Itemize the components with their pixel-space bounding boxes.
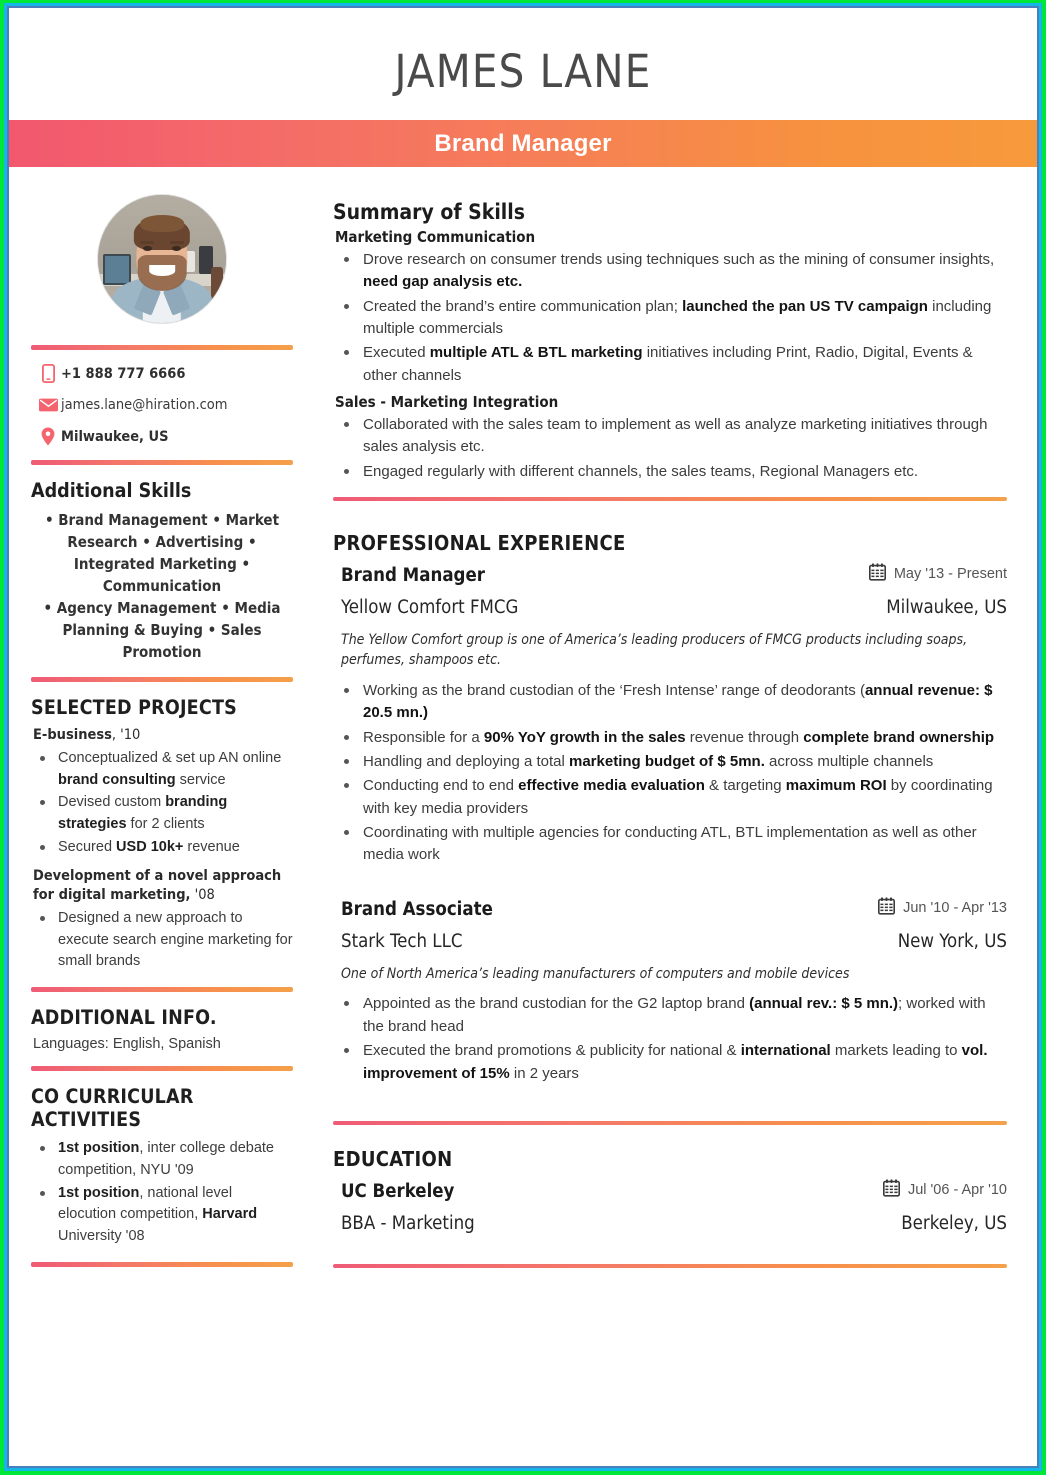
experience-bullet [333, 822, 1007, 867]
contact-phone[interactable] [35, 364, 293, 383]
experience-bullet [333, 727, 1007, 749]
experience-bullet-seg-0: Responsible for a [363, 728, 484, 746]
project-title-year: , '10 [111, 727, 141, 744]
experience-bullet-seg-0: Working as the brand custodian of the ‘Fresh Intense’ range of deodorants ( [363, 681, 865, 699]
experience-entry-header [333, 563, 1007, 586]
co-curricular-bullet-seg-2: Harvard [202, 1206, 258, 1223]
project-bullet-list [31, 748, 293, 859]
experience-date-text: Jun '10 - Apr '13 [903, 899, 1007, 916]
co-curricular-bullet-seg-0: 1st position [58, 1140, 140, 1157]
co-curricular-bullet [31, 1138, 293, 1182]
summary-bullet [333, 249, 1007, 294]
experience-bullet-seg-2: & targeting [704, 777, 786, 795]
project-bullet-seg-0: Secured [58, 838, 117, 855]
experience-bullet-list [333, 680, 1007, 867]
experience-entry-org-row [333, 931, 1007, 952]
summary-bullet-seg-0: Drove research on consumer trends using techniques such as the mining of consumer insights, [363, 251, 995, 268]
experience-entry [333, 563, 1007, 867]
education-entry-degree-row [333, 1213, 1007, 1234]
experience-bullet-seg-1: international [740, 1042, 831, 1060]
section-summary-of-skills [333, 200, 1007, 483]
experience-bullet-seg-3: maximum ROI [785, 777, 887, 795]
experience-bullet-seg-2: revenue through [685, 728, 804, 746]
summary-bullet-seg-0: Created the brand’s entire communication plan; [363, 297, 683, 315]
education-degree: BBA - Marketing [341, 1212, 475, 1234]
summary-bullet [333, 414, 1007, 459]
project-title-year: '08 [190, 887, 215, 904]
email-icon [35, 398, 61, 412]
summary-bullet [333, 342, 1007, 387]
additional-skills-line-2: • Agency Management • Media Planning & Buying • Sales Promotion [43, 599, 281, 662]
project-bullet-seg-1: USD 10k+ [116, 838, 184, 855]
education-date [883, 1179, 1007, 1201]
project-title [33, 867, 293, 906]
co-curricular-bullet-seg-3: University '08 [58, 1228, 145, 1245]
summary-heading: Summary of Skills [333, 200, 525, 224]
summary-bullet-seg-2: initiatives including Print, Radio, Digital, Events & other channels [363, 344, 973, 384]
experience-entries [333, 563, 1007, 1085]
section-co-curricular [31, 1085, 293, 1248]
project-bullet-seg-2: revenue [183, 838, 240, 855]
contact-list [35, 364, 293, 446]
experience-bullet-seg-1: (annual rev.: $ 5 mn.) [749, 995, 899, 1013]
calendar-icon [869, 563, 886, 585]
contact-email[interactable] [35, 397, 293, 413]
experience-date-text: May '13 - Present [893, 566, 1007, 583]
contact-email-value: james.lane@hiration.com [61, 397, 228, 413]
experience-organization: Stark Tech LLC [341, 930, 463, 952]
experience-bullet-seg-1: 90% YoY growth in the sales [483, 728, 686, 746]
co-curricular-bullet-seg-1: , inter college debate competition, NYU '09 [58, 1140, 274, 1178]
experience-heading: PROFESSIONAL EXPERIENCE [333, 531, 626, 556]
summary-bullet-seg-2: including multiple commercials [363, 297, 992, 338]
summary-bullet [333, 296, 1007, 341]
selected-projects-heading: SELECTED PROJECTS [31, 696, 237, 720]
experience-bullet-list [333, 993, 1007, 1084]
divider-sidebar-bottom [31, 1262, 293, 1267]
summary-bullet-seg-0: Engaged regularly with different channels, the sales teams, Regional Managers etc. [363, 462, 919, 480]
additional-info-languages: Languages: English, Spanish [33, 1036, 221, 1053]
divider-above-experience [333, 497, 1007, 501]
education-location: Berkeley, US [901, 1212, 1007, 1234]
section-additional-info [31, 1006, 293, 1052]
project-bullet-seg-1: branding strategies [58, 794, 228, 833]
experience-bullet-seg-1: marketing budget of $ 5mn. [569, 752, 765, 770]
summary-bullet-seg-0: Collaborated with the sales team to implement as well as analyze marketing initiatives through sales analysis etc. [363, 416, 988, 456]
calendar-icon [883, 1179, 900, 1201]
project-bullet [31, 837, 293, 859]
summary-bullet-seg-0: Executed [363, 344, 430, 362]
main-column [315, 167, 1037, 1282]
experience-bullet-seg-2: markets leading to [830, 1042, 962, 1060]
summary-bullet-seg-1: launched the pan US TV campaign [682, 297, 928, 315]
project-bullet-seg-1: brand consulting [58, 771, 176, 788]
experience-entry-header [333, 897, 1007, 920]
project-bullet [31, 792, 293, 836]
additional-info-heading: ADDITIONAL INFO. [31, 1006, 217, 1030]
experience-bullet [333, 751, 1007, 773]
section-education [333, 1147, 1007, 1234]
contact-location-value: Milwaukee, US [61, 428, 169, 445]
education-school: UC Berkeley [341, 1180, 455, 1202]
divider-above-contact [31, 345, 293, 350]
project-title [33, 726, 293, 746]
experience-role: Brand Manager [341, 565, 485, 587]
education-heading: EDUCATION [333, 1146, 453, 1171]
education-entry [333, 1179, 1007, 1234]
divider-above-selected-projects [31, 677, 293, 682]
education-entries [333, 1179, 1007, 1234]
contact-location[interactable] [35, 427, 293, 446]
section-professional-experience [333, 531, 1007, 1085]
experience-bullet-seg-0: Executed the brand promotions & publicity for national & [363, 1042, 741, 1060]
experience-bullet-seg-0: Coordinating with multiple agencies for conducting ATL, BTL implementation as well as other media work [363, 823, 977, 864]
divider-main-bottom [333, 1264, 1007, 1268]
candidate-name: JAMES LANE [394, 45, 652, 98]
experience-bullet-seg-2: ; worked with the brand head [363, 995, 986, 1035]
summary-groups [333, 228, 1007, 483]
experience-bullet [333, 680, 1007, 725]
experience-bullet-seg-0: Conducting end to end [363, 777, 519, 795]
experience-bullet-seg-4: by coordinating with key media providers [363, 777, 993, 817]
experience-date [869, 563, 1007, 585]
experience-bullet [333, 775, 1007, 820]
experience-description: One of North America’s leading manufacturers of computers and mobile devices [341, 965, 850, 982]
project-title-name: Development of a novel approach for digital marketing, [33, 867, 282, 904]
summary-bullet-seg-1: need gap analysis etc. [363, 273, 523, 291]
divider-above-additional-skills [31, 460, 293, 465]
outer-border-cyan [4, 3, 1042, 1471]
co-curricular-bullet-seg-1: , national level elocution competition, [58, 1184, 233, 1223]
project-bullet-seg-0: Devised custom [58, 794, 166, 811]
experience-organization: Yellow Comfort FMCG [341, 597, 519, 619]
project-bullet-seg-0: Conceptualized & set up AN online [58, 749, 282, 766]
project-title-name: E-business [33, 727, 112, 744]
experience-entry [333, 897, 1007, 1085]
experience-role: Brand Associate [341, 898, 493, 920]
experience-bullet-seg-4: in 2 years [509, 1064, 579, 1082]
summary-bullet-list [333, 249, 1007, 387]
co-curricular-bullet [31, 1183, 293, 1248]
summary-bullet-seg-1: multiple ATL & BTL marketing [429, 344, 643, 362]
experience-bullet [333, 1040, 1007, 1085]
summary-bullet-list [333, 414, 1007, 483]
project-bullet-seg-2: service [175, 771, 226, 788]
education-date-text: Jul '06 - Apr '10 [907, 1181, 1007, 1198]
co-curricular-heading: CO CURRICULAR ACTIVITIES [31, 1085, 194, 1132]
summary-bullet [333, 461, 1007, 483]
location-icon [35, 427, 61, 446]
divider-above-additional-info [31, 987, 293, 992]
project-bullet-seg-2: for 2 clients [126, 816, 205, 833]
candidate-job-title: Brand Manager [434, 129, 612, 157]
project-bullet [31, 908, 293, 973]
selected-projects-list [31, 726, 293, 973]
summary-subheading: Sales - Marketing Integration [335, 393, 559, 412]
experience-entry-org-row [333, 597, 1007, 618]
contact-phone-value: +1 888 777 6666 [61, 365, 186, 382]
job-title-band [9, 120, 1037, 167]
experience-bullet-seg-1: annual revenue: $ 20.5 mn.) [363, 681, 993, 722]
project-bullet [31, 748, 293, 792]
experience-bullet-seg-1: effective media evaluation [518, 777, 705, 795]
calendar-icon [878, 897, 895, 919]
summary-subheading: Marketing Communication [335, 228, 536, 246]
experience-bullet-seg-2: across multiple channels [764, 752, 934, 770]
experience-bullet-seg-0: Handling and deploying a total [363, 752, 569, 770]
experience-bullet-seg-0: Appointed as the brand custodian for the G2 laptop brand [363, 995, 750, 1013]
resume-body [9, 167, 1037, 1282]
experience-bullet-seg-3: vol. improvement of 15% [363, 1042, 988, 1082]
divider-above-education [333, 1121, 1007, 1125]
profile-photo-wrap [31, 195, 293, 323]
experience-location: New York, US [897, 930, 1007, 952]
additional-skills-line-1: • Brand Management • Market Research • Advertising • Integrated Marketing • Communication [44, 511, 280, 596]
co-curricular-bullet-seg-0: 1st position [58, 1184, 140, 1201]
experience-location: Milwaukee, US [886, 597, 1007, 619]
profile-photo [98, 195, 226, 323]
phone-icon [35, 364, 61, 383]
experience-bullet [333, 993, 1007, 1038]
additional-skills-heading: Additional Skills [31, 479, 192, 502]
project-bullet-list [31, 908, 293, 973]
experience-description: The Yellow Comfort group is one of America’s leading producers of FMCG products including soaps, perfumes, shampoos etc. [341, 632, 968, 668]
project-bullet-seg-0: Designed a new approach to execute search engine marketing for small brands [58, 909, 293, 970]
experience-bullet-seg-3: complete brand ownership [803, 728, 995, 746]
divider-above-co-curricular [31, 1066, 293, 1071]
education-entry-header [333, 1179, 1007, 1202]
experience-date [878, 897, 1007, 919]
co-curricular-list [31, 1138, 293, 1248]
outer-border-slate [7, 6, 1039, 1468]
header-name-bar [9, 8, 1037, 120]
section-selected-projects [31, 696, 293, 973]
resume-page [9, 8, 1037, 1466]
sidebar-column [9, 167, 315, 1282]
section-additional-skills [31, 479, 293, 663]
